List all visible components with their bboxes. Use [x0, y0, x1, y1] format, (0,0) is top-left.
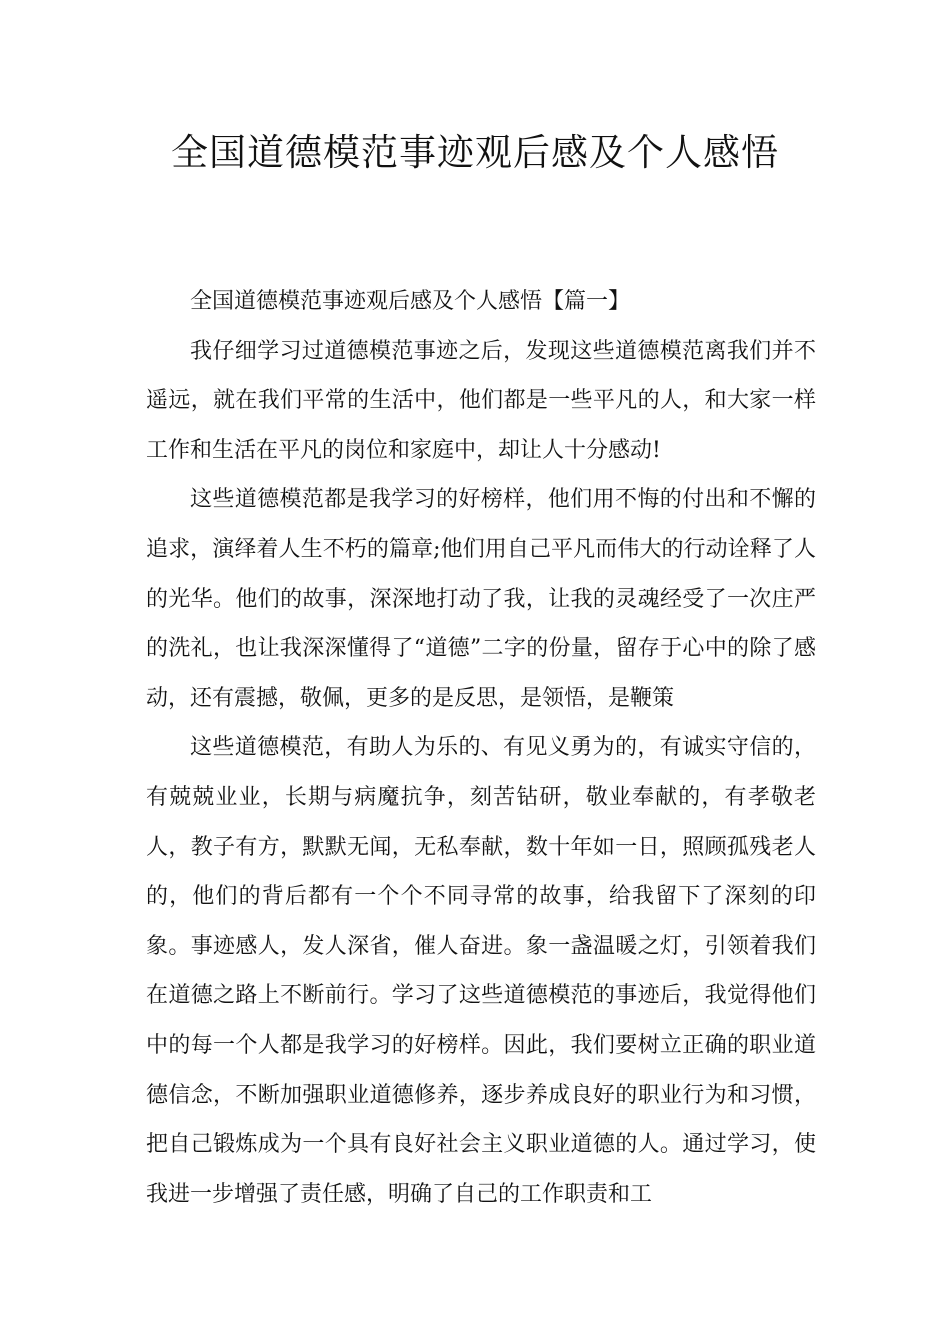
document-body	[146, 277, 816, 1219]
section-heading: 全国道德模范事迹观后感及个人感悟【篇一】	[190, 289, 631, 314]
document-title: 全国道德模范事迹观后感及个人感悟	[171, 131, 779, 174]
paragraph: 这些道德模范都是我学习的好榜样，他们用不悔的付出和不懈的追求，演绎着人生不朽的篇章;他们用自己平凡而伟大的行动诠释了人的光华。他们的故事，深深地打动了我，让我的灵魂经受了一次庄严的洗礼，也让我深深懂得了“道德”二字的份量，留存于心中的除了感动，还有震撼，敬佩，更多的是反思，是领悟，是鞭策	[146, 487, 816, 711]
paragraph: 我仔细学习过道德模范事迹之后，发现这些道德模范离我们并不遥远，就在我们平常的生活中，他们都是一些平凡的人，和大家一样工作和生活在平凡的岗位和家庭中，却让人十分感动!	[146, 338, 816, 463]
paragraph: 这些道德模范，有助人为乐的、有见义勇为的，有诚实守信的，有兢兢业业，长期与病魔抗争，刻苦钻研，敬业奉献的，有孝敬老人，教子有方，默默无闻，无私奉献，数十年如一日，照顾孤残老人的，他们的背后都有一个个不同寻常的故事，给我留下了深刻的印象。事迹感人，发人深省，催人奋进。象一盏温暖之灯，引领着我们在道德之路上不断前行。学习了这些道德模范的事迹后，我觉得他们中的每一个人都是我学习的好榜样。因此，我们要树立正确的职业道德信念，不断加强职业道德修养，逐步养成良好的职业行为和习惯，把自己锻炼成为一个具有良好社会主义职业道德的人。通过学习，使我进一步增强了责任感，明确了自己的工作职责和工	[146, 735, 816, 1207]
